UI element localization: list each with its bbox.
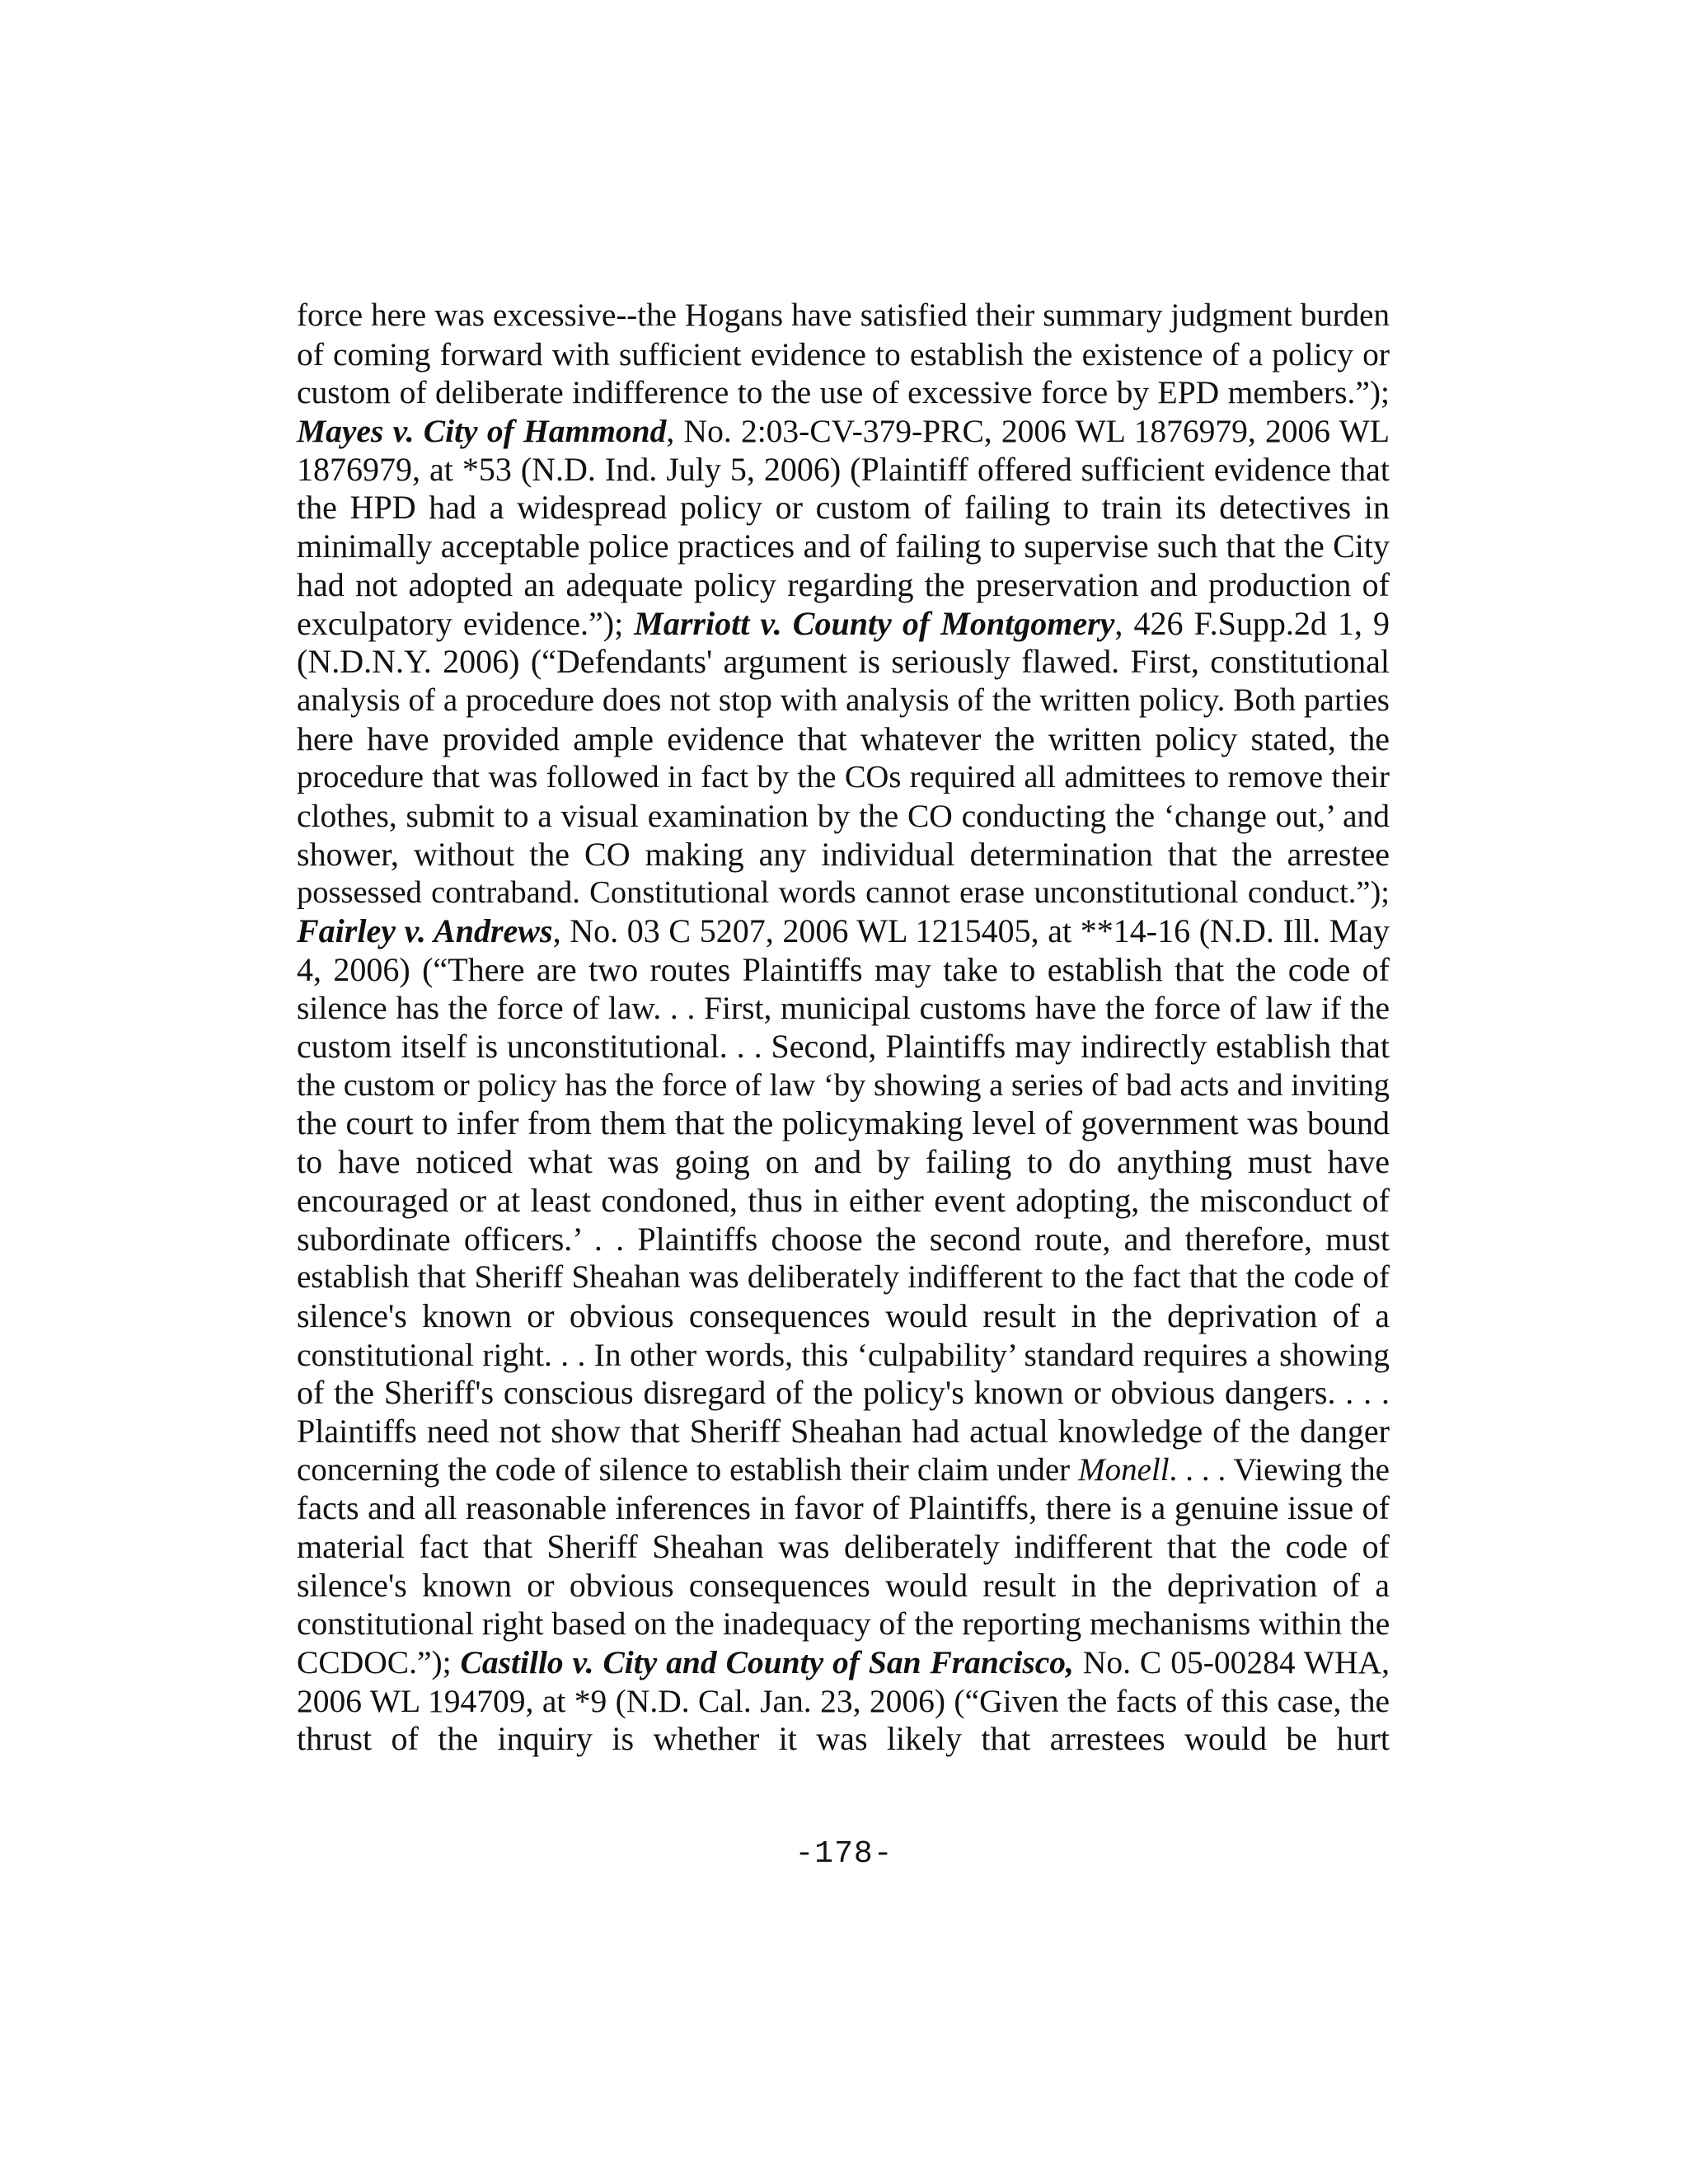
- text-run: 4, 2006) (“There are two routes Plaintiffs may take to establish that the code of: [297, 950, 1390, 988]
- text-line: [297, 566, 1390, 605]
- text-run: of coming forward with sufficient evidence to establish the existence of a policy or: [297, 335, 1390, 373]
- text-run: , No. 2:03-CV-379-PRC, 2006 WL 1876979, 2006 WL: [666, 413, 1390, 450]
- text-run: CCDOC.”);: [297, 1644, 461, 1681]
- text-run: of the Sheriff's conscious disregard of the policy's known or obvious dangers. . . .: [297, 1374, 1390, 1412]
- text-run: 1876979, at *53 (N.D. Ind. July 5, 2006) (Plaintiff offered sufficient evidence that: [297, 450, 1390, 488]
- text-line: [297, 1720, 1390, 1759]
- text-line: [297, 989, 1390, 1028]
- text-line: [297, 1374, 1390, 1413]
- text-run: silence has the force of law. . . First, municipal customs have the force of law if the: [297, 990, 1390, 1027]
- text-line: [297, 1451, 1390, 1490]
- body-text: [297, 297, 1390, 1759]
- text-run: material fact that Sheriff Sheahan was deliberately indifferent that the code of: [297, 1528, 1390, 1565]
- text-line: [297, 412, 1390, 451]
- text-line: [297, 1297, 1390, 1336]
- text-line: [297, 682, 1390, 720]
- text-line: [297, 1489, 1390, 1528]
- text-run: silence's known or obvious consequences would result in the deprivation of a: [297, 1566, 1390, 1604]
- text-line: [297, 1682, 1390, 1721]
- text-run: here have provided ample evidence that whatever the written policy stated, the: [297, 719, 1390, 757]
- text-line: [297, 605, 1390, 644]
- text-run: force here was excessive--the Hogans have satisfied their summary judgment burden: [297, 298, 1390, 333]
- text-line: [297, 373, 1390, 412]
- text-line: [297, 797, 1390, 836]
- text-line: [297, 1567, 1390, 1605]
- text-run: shower, without the CO making any individual determination that the arrestee: [297, 835, 1390, 873]
- text-line: [297, 335, 1390, 374]
- text-run: , No. 03 C 5207, 2006 WL 1215405, at **14-16 (N.D. Ill. May: [552, 912, 1390, 949]
- text-run: possessed contraband. Constitutional words cannot erase unconstitutional conduct.”);: [297, 875, 1390, 911]
- case-citation: Marriott v. County of Montgomery: [634, 604, 1115, 642]
- text-run: clothes, submit to a visual examination by the CO conducting the ‘change out,’ and: [297, 797, 1390, 834]
- text-run: No. C 05-00284 WHA,: [1073, 1644, 1390, 1681]
- text-run: (N.D.N.Y. 2006) (“Defendants' argument is seriously flawed. First, constitutional: [297, 643, 1390, 681]
- text-line: [297, 1413, 1390, 1451]
- text-line: [297, 1258, 1390, 1297]
- case-citation: Mayes v. City of Hammond: [297, 413, 667, 450]
- text-run: custom of deliberate indifference to the use of excessive force by EPD members.”);: [297, 374, 1390, 411]
- text-run: constitutional right. . . In other words, this ‘culpability’ standard requires a showing: [297, 1336, 1390, 1373]
- text-line: [297, 836, 1390, 874]
- text-run: encouraged or at least condoned, thus in either event adopting, the misconduct of: [297, 1181, 1390, 1219]
- text-line: [297, 1143, 1390, 1182]
- text-run: the custom or policy has the force of law ‘by showing a series of bad acts and inviting: [297, 1067, 1390, 1103]
- text-run: concerning the code of silence to establish their claim under: [297, 1451, 1079, 1488]
- text-line: [297, 1528, 1390, 1567]
- text-line: [297, 951, 1390, 990]
- text-run: 2006 WL 194709, at *9 (N.D. Cal. Jan. 23, 2006) (“Given the facts of this case, the: [297, 1682, 1390, 1719]
- text-run: facts and all reasonable inferences in favor of Plaintiffs, there is a genuine issue of: [297, 1489, 1390, 1527]
- text-run: Plaintiffs need not show that Sheriff Sheahan had actual knowledge of the danger: [297, 1412, 1390, 1450]
- text-line: [297, 1066, 1390, 1105]
- text-run: custom itself is unconstitutional. . . Second, Plaintiffs may indirectly establish that: [297, 1028, 1390, 1066]
- text-run: establish that Sheriff Sheahan was deliberately indifferent to the fact that the code of: [297, 1259, 1390, 1296]
- text-line: [297, 1104, 1390, 1143]
- text-run: minimally acceptable police practices and of failing to supervise such that the City: [297, 527, 1390, 565]
- text-run: the court to infer from them that the policymaking level of government was bound: [297, 1104, 1390, 1142]
- text-line: [297, 1336, 1390, 1375]
- text-line: [297, 874, 1390, 912]
- text-line: [297, 489, 1390, 527]
- text-line: [297, 1221, 1390, 1259]
- text-line: [297, 451, 1390, 490]
- text-run: constitutional right based on the inadequacy of the reporting mechanisms within the: [297, 1605, 1390, 1643]
- text-line: [297, 643, 1390, 682]
- text-line: [297, 720, 1390, 759]
- text-run: exculpatory evidence.”);: [297, 604, 635, 642]
- text-line: [297, 758, 1390, 797]
- text-line: [297, 527, 1390, 566]
- text-run: thrust of the inquiry is whether it was likely that arrestees would be hurt: [297, 1720, 1390, 1758]
- text-line: [297, 297, 1390, 335]
- text-run: , 426 F.Supp.2d 1, 9: [1114, 604, 1390, 642]
- case-citation: Castillo v. City and County of San Francisco,: [460, 1644, 1074, 1681]
- text-run: subordinate officers.’ . . Plaintiffs choose the second route, and therefore, must: [297, 1220, 1390, 1258]
- text-run: silence's known or obvious consequences would result in the deprivation of a: [297, 1296, 1390, 1334]
- text-run: procedure that was followed in fact by the COs required all admittees to remove their: [297, 760, 1390, 795]
- italic-term: Monell: [1078, 1451, 1170, 1488]
- text-run: the HPD had a widespread policy or custom of failing to train its detectives in: [297, 489, 1390, 527]
- text-run: . . . . Viewing the: [1169, 1451, 1390, 1488]
- text-run: to have noticed what was going on and by failing to do anything must have: [297, 1143, 1390, 1181]
- text-line: [297, 1028, 1390, 1066]
- text-run: analysis of a procedure does not stop with analysis of the written policy. Both parties: [297, 682, 1390, 718]
- page-number: -178-: [795, 1836, 893, 1872]
- text-line: [297, 1643, 1390, 1682]
- text-run: had not adopted an adequate policy regarding the preservation and production of: [297, 565, 1390, 603]
- case-citation: Fairley v. Andrews: [297, 912, 553, 949]
- text-line: [297, 1605, 1390, 1643]
- text-line: [297, 1182, 1390, 1221]
- text-line: [297, 912, 1390, 951]
